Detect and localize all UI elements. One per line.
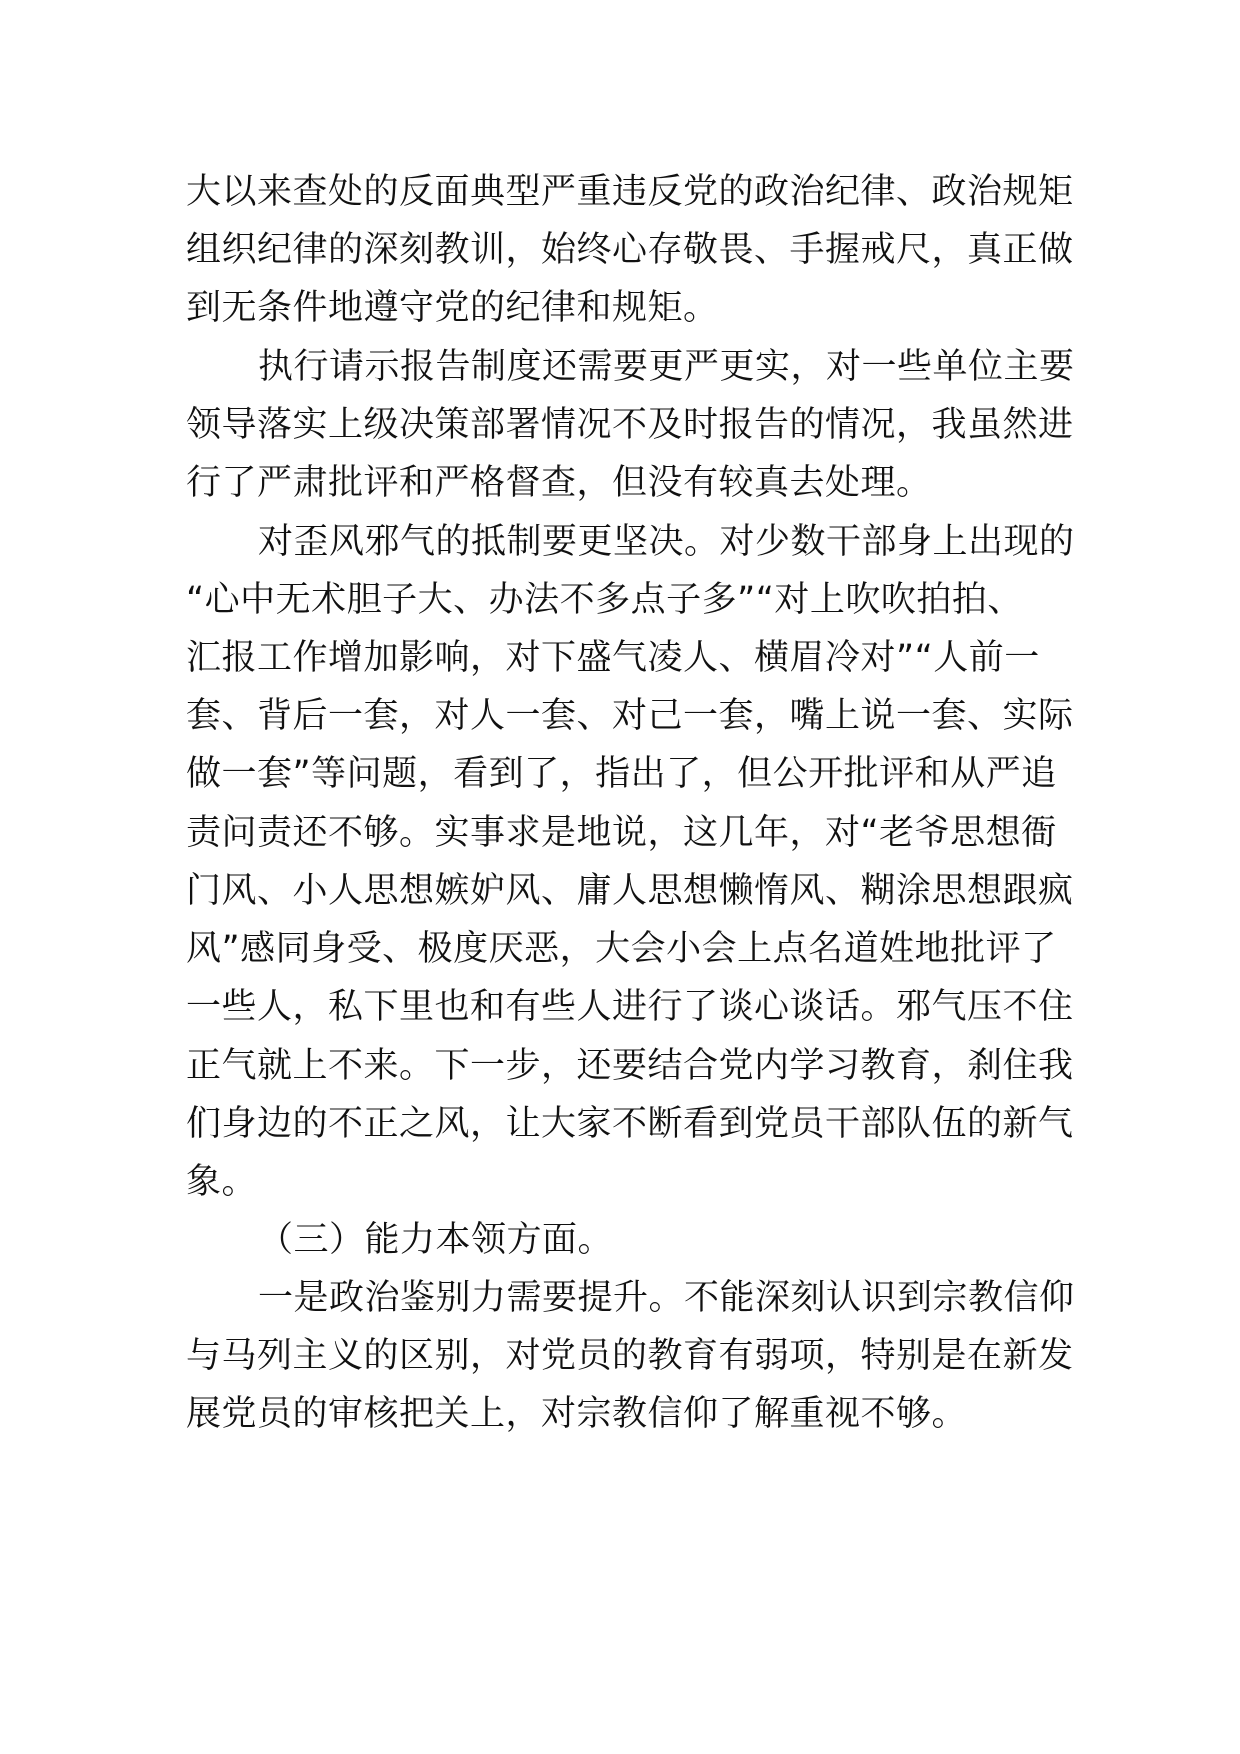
text-line: 们身边的不正之风，让大家不断看到党员干部队伍的新气 (186, 1104, 1074, 1144)
text-line: “心中无术胆子大、办法不多点子多”“对上吹吹拍拍、 (186, 580, 1023, 620)
text-line: 组织纪律的深刻教训，始终心存敬畏、手握戒尺，真正做 (186, 230, 1074, 270)
paragraph-first-line: 对歪风邪气的抵制要更坚决。对少数干部身上出现的 (258, 522, 1075, 562)
text-line: 门风、小人思想嫉妒风、庸人思想懒惰风、糊涂思想跟疯 (186, 871, 1074, 911)
paragraph-first-line: 一是政治鉴别力需要提升。不能深刻认识到宗教信仰 (258, 1278, 1075, 1318)
text-line: 套、背后一套，对人一套、对己一套，嘴上说一套、实际 (186, 696, 1074, 736)
text-line: 展党员的审核把关上，对宗教信仰了解重视不够。 (186, 1394, 968, 1434)
text-line: 大以来查处的反面典型严重违反党的政治纪律、政治规矩 (186, 172, 1074, 212)
text-line: 一些人，私下里也和有些人进行了谈心谈话。邪气压不住 (186, 987, 1074, 1027)
text-line: 汇报工作增加影响，对下盛气凌人、横眉冷对”“人前一 (186, 638, 1040, 678)
text-line: 风”感同身受、极度厌恶，大会小会上点名道姓地批评了 (186, 929, 1057, 969)
text-line: 领导落实上级决策部署情况不及时报告的情况，我虽然进 (186, 405, 1074, 445)
paragraph-first-line: 执行请示报告制度还需要更严更实，对一些单位主要 (258, 347, 1075, 387)
text-line: 正气就上不来。下一步，还要结合党内学习教育，刹住我 (186, 1046, 1074, 1086)
text-line: 与马列主义的区别，对党员的教育有弱项，特别是在新发 (186, 1336, 1074, 1376)
text-line: 责问责还不够。实事求是地说，这几年，对“老爷思想衙 (186, 813, 1057, 853)
section-heading: （三）能力本领方面。 (258, 1220, 614, 1260)
text-line: 做一套”等问题，看到了，指出了，但公开批评和从严追 (186, 754, 1057, 794)
text-line: 行了严肃批评和严格督查，但没有较真去处理。 (186, 463, 932, 503)
text-line: 到无条件地遵守党的纪律和规矩。 (186, 288, 719, 328)
text-line: 象。 (186, 1162, 258, 1202)
